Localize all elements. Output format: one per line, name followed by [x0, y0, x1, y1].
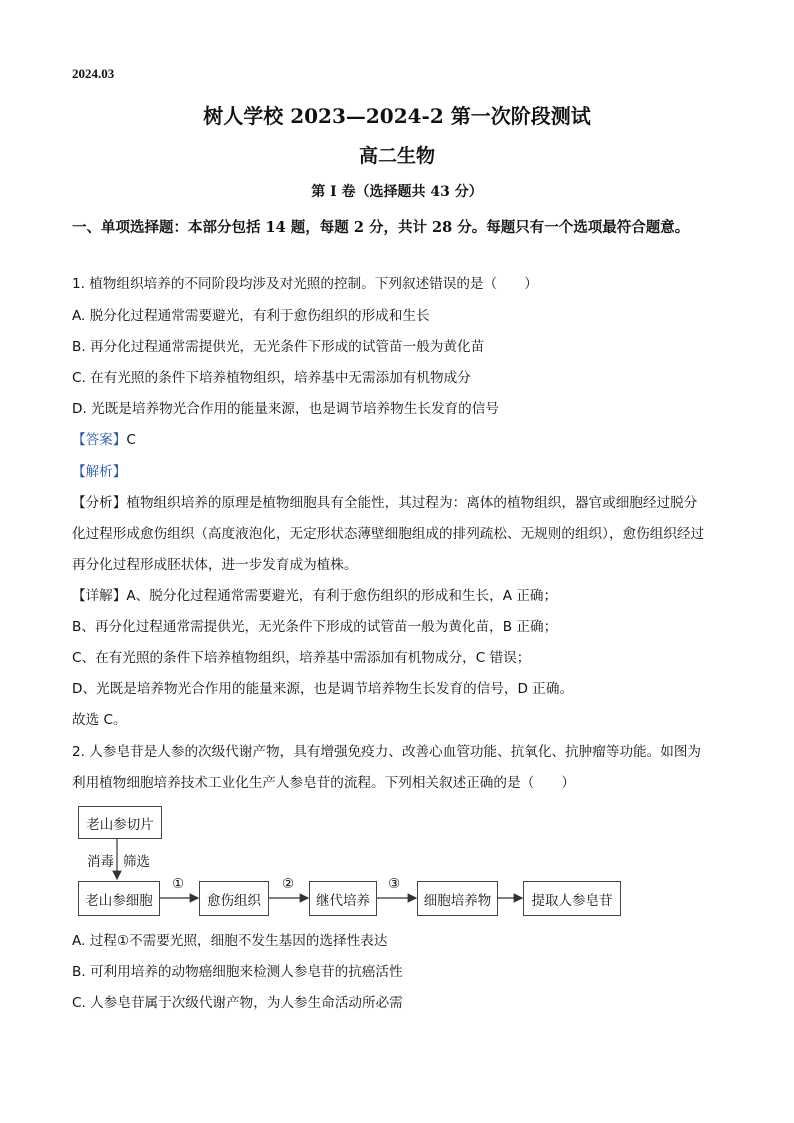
step-3-marker: ③: [388, 876, 401, 892]
fenxi-line-3: 再分化过程形成胚状体，进一步发育成为植株。: [72, 557, 358, 573]
question-1-option-c: C. 在有光照的条件下培养植物组织，培养基中无需添加有机物成分: [72, 370, 471, 386]
fenxi-line-2: 化过程形成愈伤组织（高度液泡化，无定形状态薄壁细胞组成的排列疏松、无规则的组织），愈伤组织经过: [72, 526, 705, 542]
label-screen: 筛选: [123, 854, 150, 870]
box-cell-culture: 细胞培养物: [417, 881, 498, 916]
answer-label: 【答案】: [72, 432, 127, 448]
question-1-stem: 1. 植物组织培养的不同阶段均涉及对光照的控制。下列叙述错误的是（ ）: [72, 276, 538, 292]
exam-date: 2024.03: [72, 66, 115, 81]
answer-line: [72, 430, 136, 450]
question-2-option-c: C. 人参皂苷属于次级代谢产物，为人参生命活动所必需: [72, 995, 403, 1011]
fenxi-line-1: [72, 493, 697, 513]
box-extract-saponin: 提取人参皂苷: [523, 881, 621, 916]
xiangjie-line-2: B、再分化过程通常需提供光，无光条件下形成的试管苗一般为黄化苗，B 正确；: [72, 619, 558, 635]
exam-title: 树人学校 2023—2024-2 第一次阶段测试: [203, 104, 591, 128]
xiangjie-line-1: [72, 586, 557, 606]
answer-value: C: [126, 432, 136, 448]
question-2-stem-1: 2. 人参皂苷是人参的次级代谢产物，具有增强免疫力、改善心血管功能、抗氧化、抗肿瘤等功能。如图为: [72, 744, 702, 760]
analysis-label-text: 【解析】: [72, 464, 127, 480]
xiangjie-label: 【详解】: [72, 588, 127, 604]
box-ginseng-cells: 老山参细胞: [78, 881, 160, 916]
box-ginseng-slice: 老山参切片: [78, 806, 162, 839]
question-2-option-b: B. 可利用培养的动物癌细胞来检测人参皂苷的抗癌活性: [72, 964, 403, 980]
xiangjie-line-4: D、光既是培养物光合作用的能量来源，也是调节培养物生长发育的信号，D 正确。: [72, 681, 574, 697]
question-2-option-a: A. 过程①不需要光照，细胞不发生基因的选择性表达: [72, 933, 388, 949]
question-1-option-d: D. 光既是培养物光合作用的能量来源，也是调节培养物生长发育的信号: [72, 401, 499, 417]
fenxi-label: 【分析】: [72, 495, 127, 511]
xiangjie-line-3: C、在有光照的条件下培养植物组织，培养基中需添加有机物成分，C 错误；: [72, 650, 531, 666]
question-1-option-b: B. 再分化过程通常需提供光，无光条件下形成的试管苗一般为黄化苗: [72, 339, 485, 355]
fenxi-text-1: 植物组织培养的原理是植物细胞具有全能性，其过程为：离体的植物组织，器官或细胞经过脱分: [126, 495, 698, 511]
xiangjie-conclusion: 故选 C。: [72, 712, 127, 728]
box-callus: 愈伤组织: [199, 881, 269, 916]
question-1-option-a: A. 脱分化过程通常需要避光，有利于愈伤组织的形成和生长: [72, 308, 430, 324]
analysis-label: [72, 462, 126, 482]
volume-heading: 第 I 卷（选择题共 43 分）: [311, 184, 483, 200]
section-heading: 一、单项选择题：本部分包括 14 题，每题 2 分，共计 28 分。每题只有一个选项最符合题意。: [72, 219, 690, 236]
question-2-stem-2: 利用植物细胞培养技术工业化生产人参皂苷的流程。下列相关叙述正确的是（ ）: [72, 775, 575, 791]
label-disinfect: 消毒: [87, 854, 114, 870]
exam-subject: 高二生物: [358, 145, 435, 167]
xiangjie-text-1: A、脱分化过程通常需要避光，有利于愈伤组织的形成和生长，A 正确；: [126, 588, 558, 604]
step-1-marker: ①: [172, 876, 185, 892]
step-2-marker: ②: [282, 876, 295, 892]
box-subculture: 继代培养: [309, 881, 377, 916]
